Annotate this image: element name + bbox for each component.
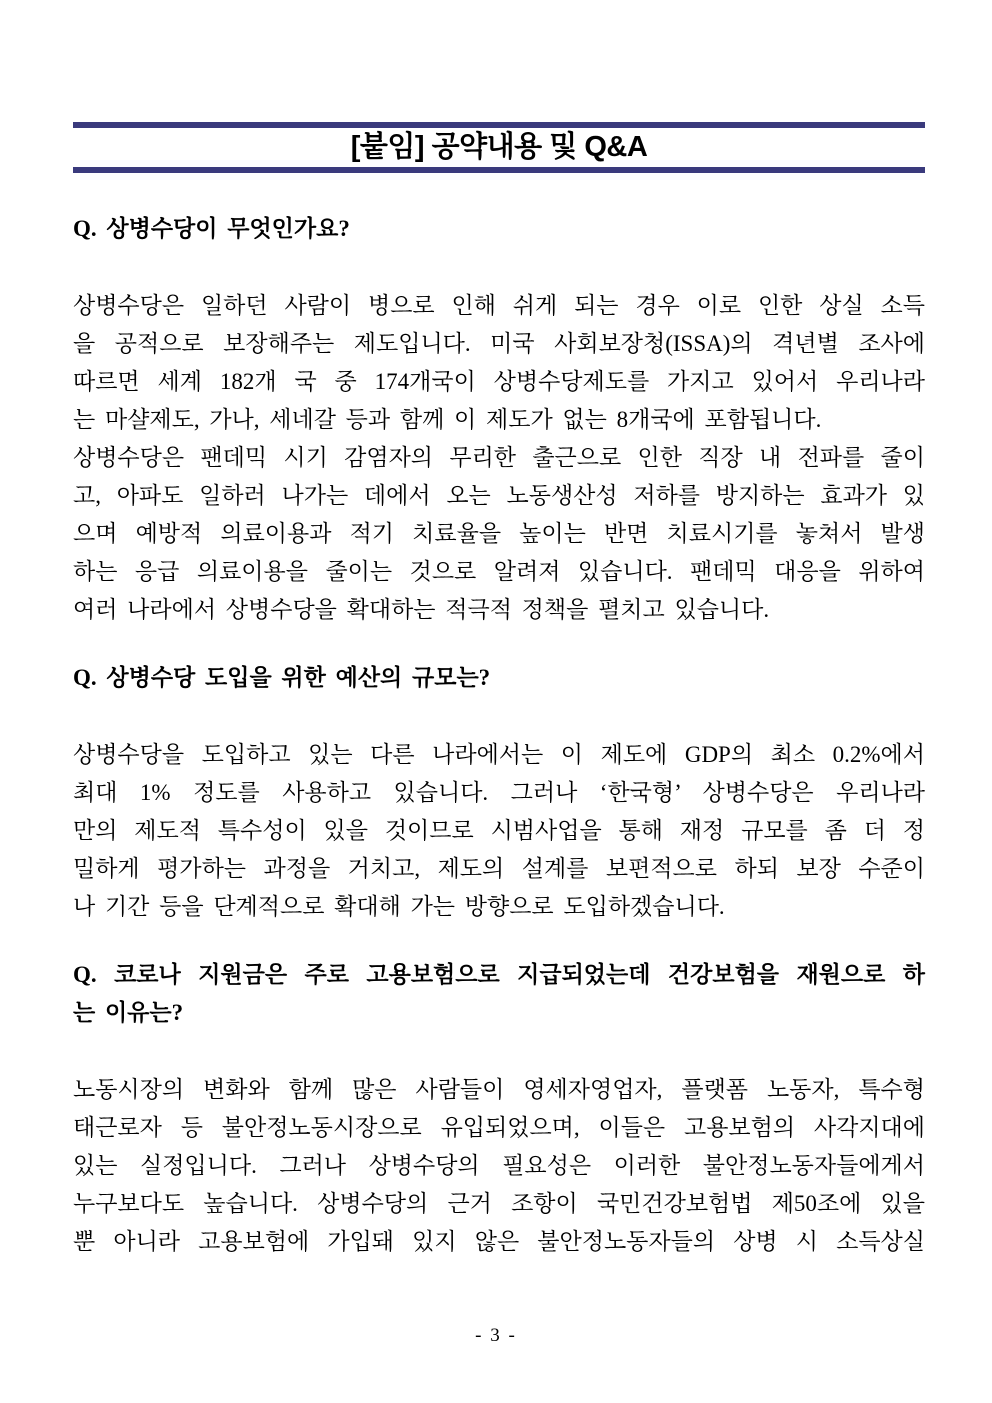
page-number: - 3 -	[475, 1325, 517, 1346]
answer-line: 태근로자 등 불안정노동시장으로 유입되었으며, 이들은 고용보험의 사각지대에	[73, 1115, 925, 1140]
page-footer	[0, 1324, 992, 1348]
answer-block	[73, 736, 925, 926]
question-line: Q. 상병수당이 무엇인가요?	[73, 216, 350, 241]
answer-line: 하는 응급 의료이용을 줄이는 것으로 알려져 있습니다. 팬데믹 대응을 위하여	[73, 559, 925, 584]
answer-line: 을 공적으로 보장해주는 제도입니다. 미국 사회보장청(ISSA)의 격년별 조사에	[73, 331, 925, 356]
answer-line: 뿐 아니라 고용보험에 가입돼 있지 않은 불안정노동자들의 상병 시 소득상실	[73, 1229, 925, 1254]
answer-block	[73, 1071, 925, 1261]
question-block	[73, 956, 925, 1032]
answer-line: 나 기간 등을 단계적으로 확대해 가는 방향으로 도입하겠습니다.	[73, 894, 725, 919]
answer-line: 만의 제도적 특수성이 있을 것이므로 시범사업을 통해 재정 규모를 좀 더 정	[73, 818, 925, 843]
answer-line: 상병수당은 일하던 사람이 병으로 인해 쉬게 되는 경우 이로 인한 상실 소득	[73, 293, 925, 318]
answer-line: 따르면 세계 182개 국 중 174개국이 상병수당제도를 가지고 있어서 우리나라	[73, 369, 925, 394]
answer-line: 밀하게 평가하는 과정을 거치고, 제도의 설계를 보편적으로 하되 보장 수준이	[73, 856, 925, 881]
question-line: Q. 상병수당 도입을 위한 예산의 규모는?	[73, 665, 491, 690]
answer-line: 누구보다도 높습니다. 상병수당의 근거 조항이 국민건강보험법 제50조에 있을	[73, 1191, 925, 1216]
question-line: Q. 코로나 지원금은 주로 고용보험으로 지급되었는데 건강보험을 재원으로 하	[73, 962, 925, 987]
answer-line: 으며 예방적 의료이용과 적기 치료율을 높이는 반면 치료시기를 놓쳐서 발생	[73, 521, 925, 546]
qa-content	[73, 210, 925, 1261]
title-banner	[73, 122, 925, 173]
document-title: [붙임] 공약내용 및 Q&A	[350, 131, 648, 163]
answer-line: 노동시장의 변화와 함께 많은 사람들이 영세자영업자, 플랫폼 노동자, 특수형	[73, 1077, 925, 1102]
question-block	[73, 659, 925, 697]
answer-line: 상병수당을 도입하고 있는 다른 나라에서는 이 제도에 GDP의 최소 0.2%에서	[73, 742, 925, 767]
answer-line: 고, 아파도 일하러 나가는 데에서 오는 노동생산성 저하를 방지하는 효과가 있	[73, 483, 925, 508]
answer-line: 있는 실정입니다. 그러나 상병수당의 필요성은 이러한 불안정노동자들에게서	[73, 1153, 925, 1178]
answer-line: 여러 나라에서 상병수당을 확대하는 적극적 정책을 펼치고 있습니다.	[73, 597, 770, 622]
answer-line: 는 마샬제도, 가나, 세네갈 등과 함께 이 제도가 없는 8개국에 포함됩니다.	[73, 407, 822, 432]
answer-line: 최대 1% 정도를 사용하고 있습니다. 그러나 ‘한국형’ 상병수당은 우리나라	[73, 780, 925, 805]
answer-block	[73, 287, 925, 629]
question-block	[73, 210, 925, 248]
question-line: 는 이유는?	[73, 1000, 184, 1025]
answer-line: 상병수당은 팬데믹 시기 감염자의 무리한 출근으로 인한 직장 내 전파를 줄이	[73, 445, 925, 470]
